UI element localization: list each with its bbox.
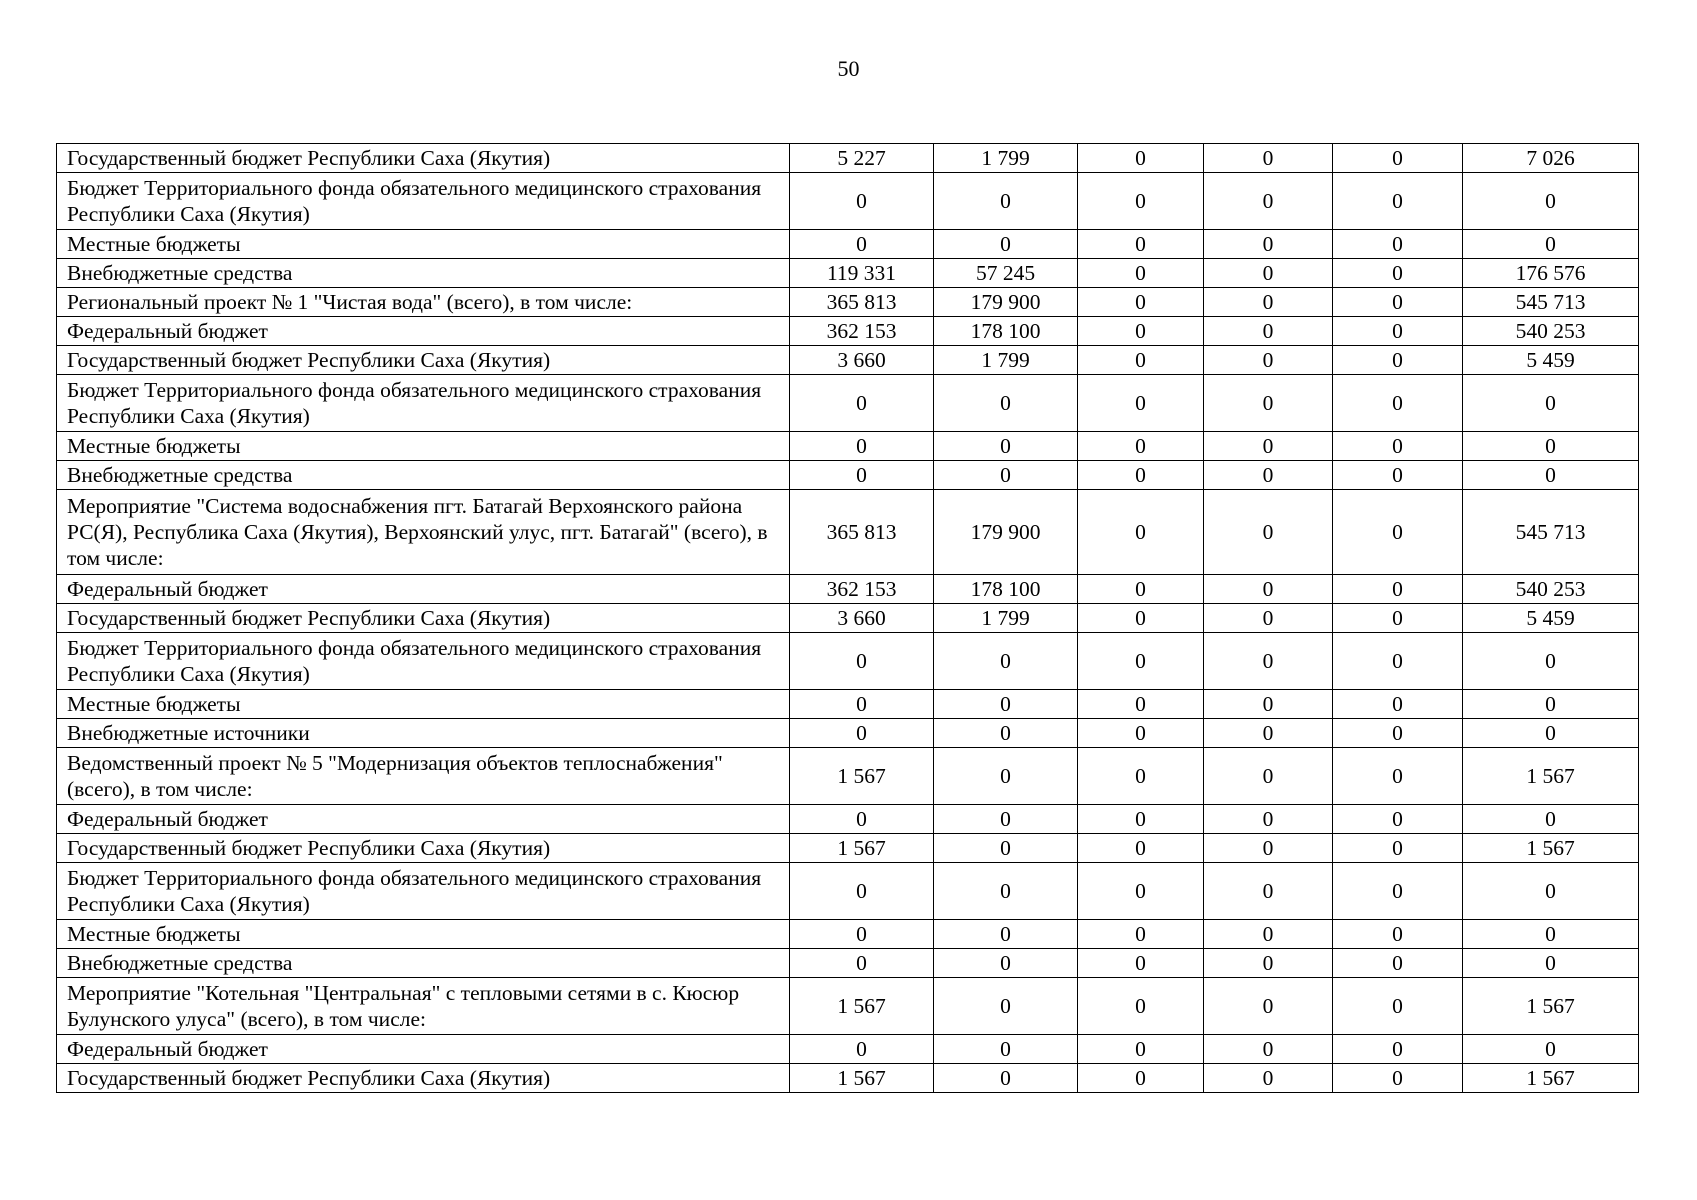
value-col-4: 0 [1204, 633, 1333, 690]
table-row [57, 432, 1639, 461]
table-row [57, 375, 1639, 432]
table-row [57, 978, 1639, 1035]
table-row [57, 863, 1639, 920]
value-total: 1 567 [1463, 978, 1639, 1035]
value-col-3: 0 [1078, 920, 1204, 949]
value-col-4: 0 [1204, 432, 1333, 461]
value-col-2: 0 [934, 633, 1078, 690]
value-col-5: 0 [1333, 805, 1463, 834]
value-total: 540 253 [1463, 575, 1639, 604]
value-col-4: 0 [1204, 173, 1333, 230]
value-col-2: 0 [934, 805, 1078, 834]
value-col-5: 0 [1333, 173, 1463, 230]
value-col-4: 0 [1204, 920, 1333, 949]
value-col-4: 0 [1204, 317, 1333, 346]
row-label: Ведомственный проект № 5 "Модернизация объектов теплоснабжения" (всего), в том числе: [57, 748, 790, 805]
row-label: Федеральный бюджет [57, 317, 790, 346]
value-col-5: 0 [1333, 432, 1463, 461]
value-col-5: 0 [1333, 490, 1463, 575]
value-col-2: 179 900 [934, 490, 1078, 575]
value-col-2: 0 [934, 978, 1078, 1035]
value-total: 0 [1463, 375, 1639, 432]
value-col-3: 0 [1078, 173, 1204, 230]
value-col-3: 0 [1078, 230, 1204, 259]
value-col-3: 0 [1078, 259, 1204, 288]
value-col-3: 0 [1078, 719, 1204, 748]
row-label: Внебюджетные источники [57, 719, 790, 748]
value-col-4: 0 [1204, 978, 1333, 1035]
value-col-4: 0 [1204, 461, 1333, 490]
value-col-1: 0 [790, 1035, 934, 1064]
value-col-4: 0 [1204, 375, 1333, 432]
value-col-4: 0 [1204, 1064, 1333, 1093]
table-row [57, 920, 1639, 949]
row-label: Федеральный бюджет [57, 805, 790, 834]
value-total: 5 459 [1463, 604, 1639, 633]
value-total: 1 567 [1463, 834, 1639, 863]
value-col-2: 179 900 [934, 288, 1078, 317]
value-col-3: 0 [1078, 805, 1204, 834]
value-col-4: 0 [1204, 490, 1333, 575]
value-col-3: 0 [1078, 461, 1204, 490]
table-row [57, 949, 1639, 978]
table-row [57, 144, 1639, 173]
value-col-3: 0 [1078, 748, 1204, 805]
value-col-2: 0 [934, 1064, 1078, 1093]
value-col-5: 0 [1333, 1064, 1463, 1093]
value-col-2: 0 [934, 690, 1078, 719]
value-total: 0 [1463, 805, 1639, 834]
value-col-5: 0 [1333, 604, 1463, 633]
table-row [57, 575, 1639, 604]
value-col-4: 0 [1204, 1035, 1333, 1064]
value-col-5: 0 [1333, 978, 1463, 1035]
value-col-1: 0 [790, 461, 934, 490]
value-col-5: 0 [1333, 230, 1463, 259]
value-col-1: 0 [790, 920, 934, 949]
value-col-5: 0 [1333, 633, 1463, 690]
value-col-3: 0 [1078, 1035, 1204, 1064]
row-label: Федеральный бюджет [57, 1035, 790, 1064]
value-total: 0 [1463, 461, 1639, 490]
value-col-4: 0 [1204, 144, 1333, 173]
value-col-2: 0 [934, 834, 1078, 863]
value-col-3: 0 [1078, 604, 1204, 633]
value-col-5: 0 [1333, 288, 1463, 317]
value-col-1: 0 [790, 173, 934, 230]
table-body [57, 144, 1639, 1093]
value-col-1: 5 227 [790, 144, 934, 173]
value-col-1: 365 813 [790, 288, 934, 317]
value-col-4: 0 [1204, 288, 1333, 317]
value-col-4: 0 [1204, 690, 1333, 719]
row-label: Внебюджетные средства [57, 461, 790, 490]
value-col-5: 0 [1333, 748, 1463, 805]
value-total: 0 [1463, 863, 1639, 920]
row-label: Бюджет Территориального фонда обязательного медицинского страхования Республики Саха (Якутия) [57, 633, 790, 690]
value-col-3: 0 [1078, 863, 1204, 920]
value-col-1: 0 [790, 633, 934, 690]
value-col-4: 0 [1204, 230, 1333, 259]
value-col-2: 0 [934, 748, 1078, 805]
row-label: Внебюджетные средства [57, 949, 790, 978]
value-col-5: 0 [1333, 144, 1463, 173]
row-label: Внебюджетные средства [57, 259, 790, 288]
value-col-3: 0 [1078, 317, 1204, 346]
value-col-4: 0 [1204, 604, 1333, 633]
row-label: Бюджет Территориального фонда обязательного медицинского страхования Республики Саха (Якутия) [57, 375, 790, 432]
value-col-1: 119 331 [790, 259, 934, 288]
value-total: 1 567 [1463, 748, 1639, 805]
row-label: Местные бюджеты [57, 230, 790, 259]
value-col-1: 0 [790, 230, 934, 259]
value-col-4: 0 [1204, 259, 1333, 288]
value-col-5: 0 [1333, 920, 1463, 949]
row-label: Государственный бюджет Республики Саха (Якутия) [57, 346, 790, 375]
value-total: 5 459 [1463, 346, 1639, 375]
table-row [57, 288, 1639, 317]
value-total: 0 [1463, 719, 1639, 748]
row-label: Бюджет Территориального фонда обязательного медицинского страхования Республики Саха (Якутия) [57, 173, 790, 230]
value-col-3: 0 [1078, 575, 1204, 604]
value-col-2: 178 100 [934, 575, 1078, 604]
value-col-5: 0 [1333, 719, 1463, 748]
budget-table [56, 143, 1639, 1093]
row-label: Местные бюджеты [57, 920, 790, 949]
row-label: Государственный бюджет Республики Саха (Якутия) [57, 1064, 790, 1093]
value-col-2: 0 [934, 375, 1078, 432]
value-col-5: 0 [1333, 690, 1463, 719]
value-col-2: 0 [934, 230, 1078, 259]
table-row [57, 834, 1639, 863]
table-row [57, 346, 1639, 375]
value-col-4: 0 [1204, 719, 1333, 748]
row-label: Федеральный бюджет [57, 575, 790, 604]
value-col-3: 0 [1078, 834, 1204, 863]
value-col-4: 0 [1204, 748, 1333, 805]
value-col-2: 0 [934, 863, 1078, 920]
value-col-1: 0 [790, 949, 934, 978]
value-total: 7 026 [1463, 144, 1639, 173]
table-row [57, 317, 1639, 346]
value-total: 545 713 [1463, 288, 1639, 317]
table-row [57, 490, 1639, 575]
value-col-4: 0 [1204, 863, 1333, 920]
value-col-5: 0 [1333, 863, 1463, 920]
value-col-2: 178 100 [934, 317, 1078, 346]
table-row [57, 690, 1639, 719]
value-total: 1 567 [1463, 1064, 1639, 1093]
value-col-1: 0 [790, 863, 934, 920]
value-col-5: 0 [1333, 317, 1463, 346]
table-row [57, 805, 1639, 834]
value-total: 540 253 [1463, 317, 1639, 346]
value-col-1: 362 153 [790, 317, 934, 346]
value-col-2: 1 799 [934, 604, 1078, 633]
value-total: 545 713 [1463, 490, 1639, 575]
value-total: 0 [1463, 690, 1639, 719]
value-total: 0 [1463, 173, 1639, 230]
value-total: 0 [1463, 633, 1639, 690]
value-col-2: 0 [934, 173, 1078, 230]
row-label: Государственный бюджет Республики Саха (Якутия) [57, 834, 790, 863]
page-number: 50 [837, 56, 860, 81]
value-col-4: 0 [1204, 949, 1333, 978]
value-total: 0 [1463, 1035, 1639, 1064]
row-label: Региональный проект № 1 "Чистая вода" (всего), в том числе: [57, 288, 790, 317]
row-label: Бюджет Территориального фонда обязательного медицинского страхования Республики Саха (Якутия) [57, 863, 790, 920]
value-col-1: 0 [790, 805, 934, 834]
table-row [57, 748, 1639, 805]
value-col-5: 0 [1333, 1035, 1463, 1064]
value-total: 0 [1463, 920, 1639, 949]
value-col-2: 1 799 [934, 346, 1078, 375]
value-col-1: 0 [790, 375, 934, 432]
row-label: Местные бюджеты [57, 690, 790, 719]
value-col-4: 0 [1204, 805, 1333, 834]
value-col-3: 0 [1078, 288, 1204, 317]
value-col-2: 0 [934, 1035, 1078, 1064]
row-label: Мероприятие "Система водоснабжения пгт. Батагай Верхоянского района РС(Я), Республика Саха (Якутия), Верхоянский улус, пгт. Батагай" (всего), в том числе: [57, 490, 790, 575]
table-row [57, 259, 1639, 288]
row-label: Местные бюджеты [57, 432, 790, 461]
value-col-5: 0 [1333, 949, 1463, 978]
value-col-3: 0 [1078, 375, 1204, 432]
value-col-4: 0 [1204, 834, 1333, 863]
value-col-1: 0 [790, 690, 934, 719]
value-col-5: 0 [1333, 259, 1463, 288]
value-col-5: 0 [1333, 461, 1463, 490]
value-col-3: 0 [1078, 633, 1204, 690]
table-row [57, 1064, 1639, 1093]
value-col-1: 362 153 [790, 575, 934, 604]
value-col-3: 0 [1078, 432, 1204, 461]
row-label: Государственный бюджет Республики Саха (Якутия) [57, 604, 790, 633]
value-col-2: 0 [934, 949, 1078, 978]
table-row [57, 633, 1639, 690]
value-col-3: 0 [1078, 490, 1204, 575]
value-col-3: 0 [1078, 978, 1204, 1035]
value-col-1: 3 660 [790, 346, 934, 375]
value-col-1: 1 567 [790, 834, 934, 863]
value-col-2: 0 [934, 719, 1078, 748]
value-col-3: 0 [1078, 1064, 1204, 1093]
table-row [57, 461, 1639, 490]
value-total: 0 [1463, 432, 1639, 461]
value-col-3: 0 [1078, 690, 1204, 719]
value-col-1: 3 660 [790, 604, 934, 633]
value-col-1: 0 [790, 432, 934, 461]
value-col-1: 365 813 [790, 490, 934, 575]
value-col-4: 0 [1204, 575, 1333, 604]
value-col-5: 0 [1333, 375, 1463, 432]
value-col-3: 0 [1078, 144, 1204, 173]
value-col-5: 0 [1333, 346, 1463, 375]
value-col-3: 0 [1078, 346, 1204, 375]
value-col-5: 0 [1333, 834, 1463, 863]
value-col-3: 0 [1078, 949, 1204, 978]
row-label: Мероприятие "Котельная "Центральная" с тепловыми сетями в с. Кюсюр Булунского улуса" (всего), в том числе: [57, 978, 790, 1035]
table-row [57, 173, 1639, 230]
value-total: 176 576 [1463, 259, 1639, 288]
value-col-1: 1 567 [790, 978, 934, 1035]
value-col-2: 1 799 [934, 144, 1078, 173]
value-col-2: 0 [934, 920, 1078, 949]
value-col-2: 0 [934, 461, 1078, 490]
table-row [57, 604, 1639, 633]
table-row [57, 230, 1639, 259]
value-col-5: 0 [1333, 575, 1463, 604]
value-total: 0 [1463, 949, 1639, 978]
value-total: 0 [1463, 230, 1639, 259]
table-row [57, 1035, 1639, 1064]
row-label: Государственный бюджет Республики Саха (Якутия) [57, 144, 790, 173]
table-row [57, 719, 1639, 748]
value-col-2: 0 [934, 432, 1078, 461]
value-col-2: 57 245 [934, 259, 1078, 288]
value-col-1: 1 567 [790, 748, 934, 805]
value-col-4: 0 [1204, 346, 1333, 375]
value-col-1: 1 567 [790, 1064, 934, 1093]
value-col-1: 0 [790, 719, 934, 748]
